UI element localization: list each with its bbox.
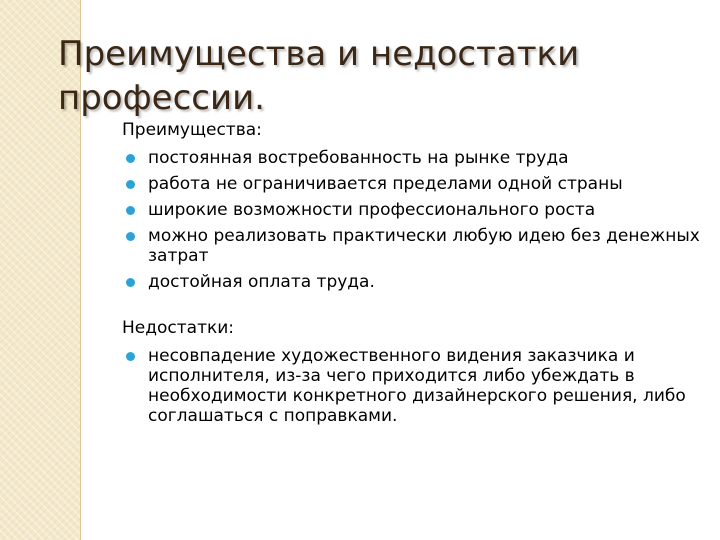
disadvantages-heading: Недостатки: xyxy=(122,318,235,338)
bullet-icon xyxy=(126,180,135,189)
list-item-text: постоянная востребованность на рынке труда xyxy=(148,148,569,168)
bullet-icon xyxy=(126,278,135,287)
list-item-text: несовпадение художественного видения заказчика и исполнителя, из-за чего приходится либо убеждать в необходимости конкретного дизайнерского решения, либо соглашаться с поправками. xyxy=(148,346,686,426)
list-item-text: работа не ограничивается пределами одной страны xyxy=(148,174,623,194)
list-item-text: широкие возможности профессионального роста xyxy=(148,200,596,220)
list-item xyxy=(122,272,702,292)
list-item-text: достойная оплата труда. xyxy=(148,272,375,292)
list-item xyxy=(122,174,702,194)
bullet-icon xyxy=(126,154,135,163)
slide-content xyxy=(122,120,702,432)
bullet-icon xyxy=(126,206,135,215)
list-item xyxy=(122,148,702,168)
slide-title: Преимущества и недостатки профессии. xyxy=(58,34,580,118)
bullet-icon xyxy=(126,232,135,241)
list-item-text: можно реализовать практически любую идею без денежных затрат xyxy=(148,226,700,266)
bullet-icon xyxy=(126,352,135,361)
list-item xyxy=(122,346,702,426)
list-item xyxy=(122,200,702,220)
disadvantages-list xyxy=(122,346,702,426)
advantages-heading: Преимущества: xyxy=(122,120,262,140)
list-item xyxy=(122,226,702,266)
advantages-list xyxy=(122,148,702,292)
